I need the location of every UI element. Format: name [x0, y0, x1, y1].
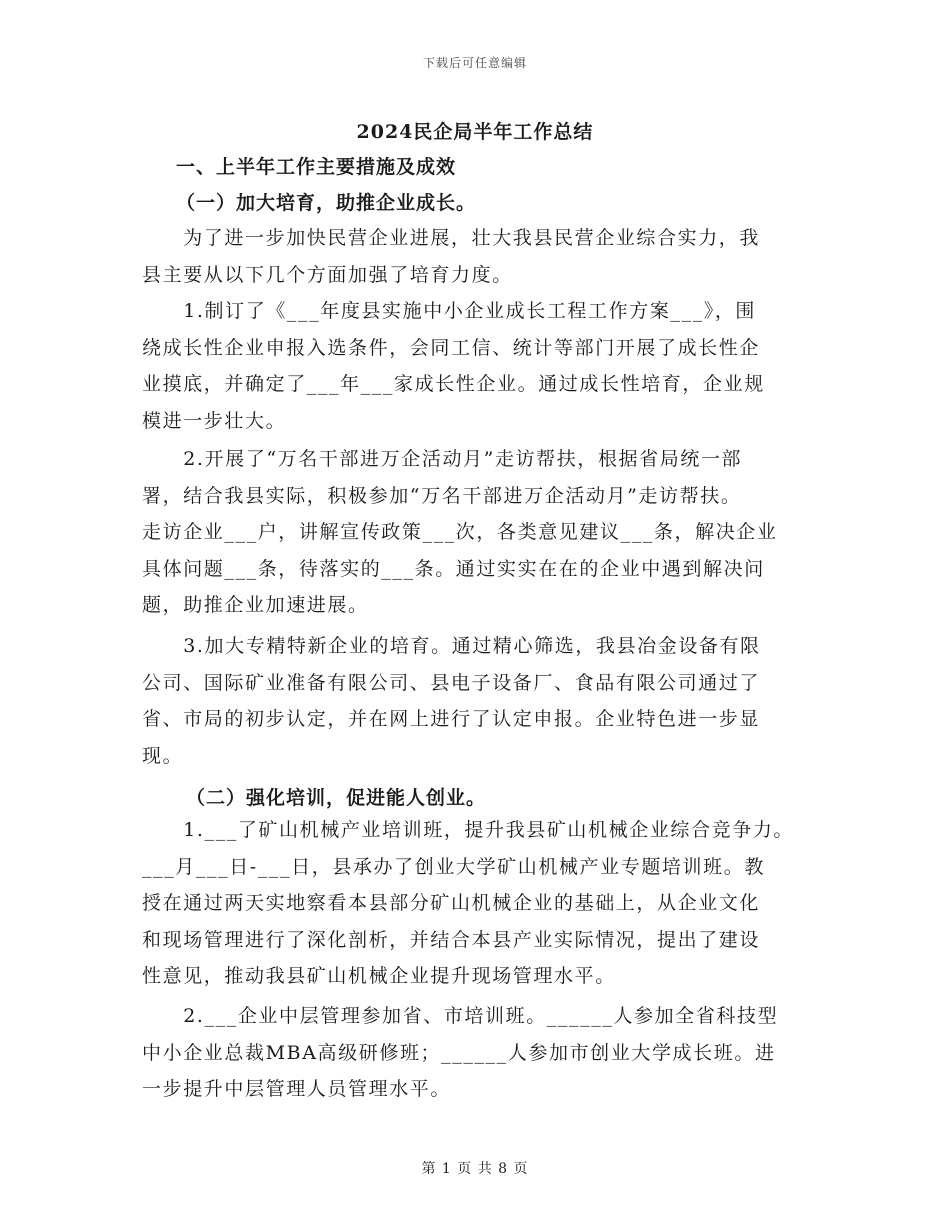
paragraph-line: 和现场管理进行了深化剖析，并结合本县产业实际情况，提出了建设: [142, 928, 761, 951]
paragraph-line: 题，助推企业加速进展。: [142, 594, 369, 616]
subsection-heading-1: （一）加大培育，助推企业成长。: [176, 192, 477, 214]
paragraph-item-1-3: [142, 628, 822, 774]
paragraph-line: 1.制订了《___年度县实施中小企业成长工程工作方案___》，围: [142, 300, 757, 322]
page-number: 第 1 页 共 8 页: [421, 1161, 529, 1177]
paragraph-line: 中小企业总裁MBA高级研修班；______人参加市创业大学成长班。进: [142, 1041, 776, 1064]
header-note: 下载后可任意编辑: [422, 56, 527, 70]
paragraph-line: 授在通过两天实地察看本县部分矿山机械企业的基础上，从企业文化: [142, 892, 761, 914]
paragraph-line: 省、市局的初步认定，并在网上进行了认定申报。企业特色进一步显: [142, 708, 761, 730]
paragraph-line: 公司、国际矿业准备有限公司、县电子设备厂、食品有限公司通过了: [142, 671, 761, 694]
paragraph-line: 2.开展了“万名干部进万企活动月”走访帮扶，根据省局统一部: [142, 448, 743, 470]
paragraph-line: 为了进一步加快民营企业进展，壮大我县民营企业综合实力，我: [142, 227, 761, 249]
paragraph-line: 现。: [142, 744, 184, 767]
paragraph-line: 一步提升中层管理人员管理水平。: [142, 1078, 452, 1100]
paragraph-line: 3.加大专精特新企业的培育。通过精心筛选，我县冶金设备有限: [142, 635, 761, 657]
paragraph-line: 模进一步壮大。: [142, 409, 287, 432]
paragraph-item-2-1: [142, 812, 822, 995]
paragraph-line: 具体问题___条，待落实的___条。通过实实在在的企业中遇到解决问: [142, 557, 765, 580]
paragraph-item-2-2: [142, 998, 822, 1108]
paragraph-line: 性意见，推动我县矿山机械企业提升现场管理水平。: [142, 965, 616, 987]
paragraph-line: 县主要从以下几个方面加强了培育力度。: [142, 263, 513, 286]
paragraph-line: 署，结合我县实际，积极参加“万名干部进万企活动月”走访帮扶。: [142, 484, 742, 507]
paragraph-line: 绕成长性企业申报入选条件，会同工信、统计等部门开展了成长性企: [142, 336, 761, 359]
paragraph-item-1-2: [142, 441, 822, 624]
paragraph-item-1-1: [142, 293, 822, 439]
paragraph-line: 走访企业___户，讲解宣传政策___次，各类意见建议___条，解决企业: [142, 521, 778, 543]
subsection-heading-2: （二）强化培训，促进能人创业。: [186, 787, 487, 809]
document-title: 2024民企局半年工作总结: [356, 121, 594, 143]
paragraph-line: 2.___企业中层管理参加省、市培训班。______人参加全省科技型: [142, 1005, 779, 1027]
paragraph-intro: [142, 220, 822, 293]
paragraph-line: 1.___了矿山机械产业培训班，提升我县矿山机械企业综合竞争力。: [142, 819, 795, 841]
paragraph-line: ___月___日-___日，县承办了创业大学矿山机械产业专题培训班。教: [142, 855, 765, 878]
paragraph-line: 业摸底，并确定了___年___家成长性企业。通过成长性培育，企业规: [142, 373, 765, 395]
section-heading: 一、上半年工作主要措施及成效: [176, 156, 457, 178]
